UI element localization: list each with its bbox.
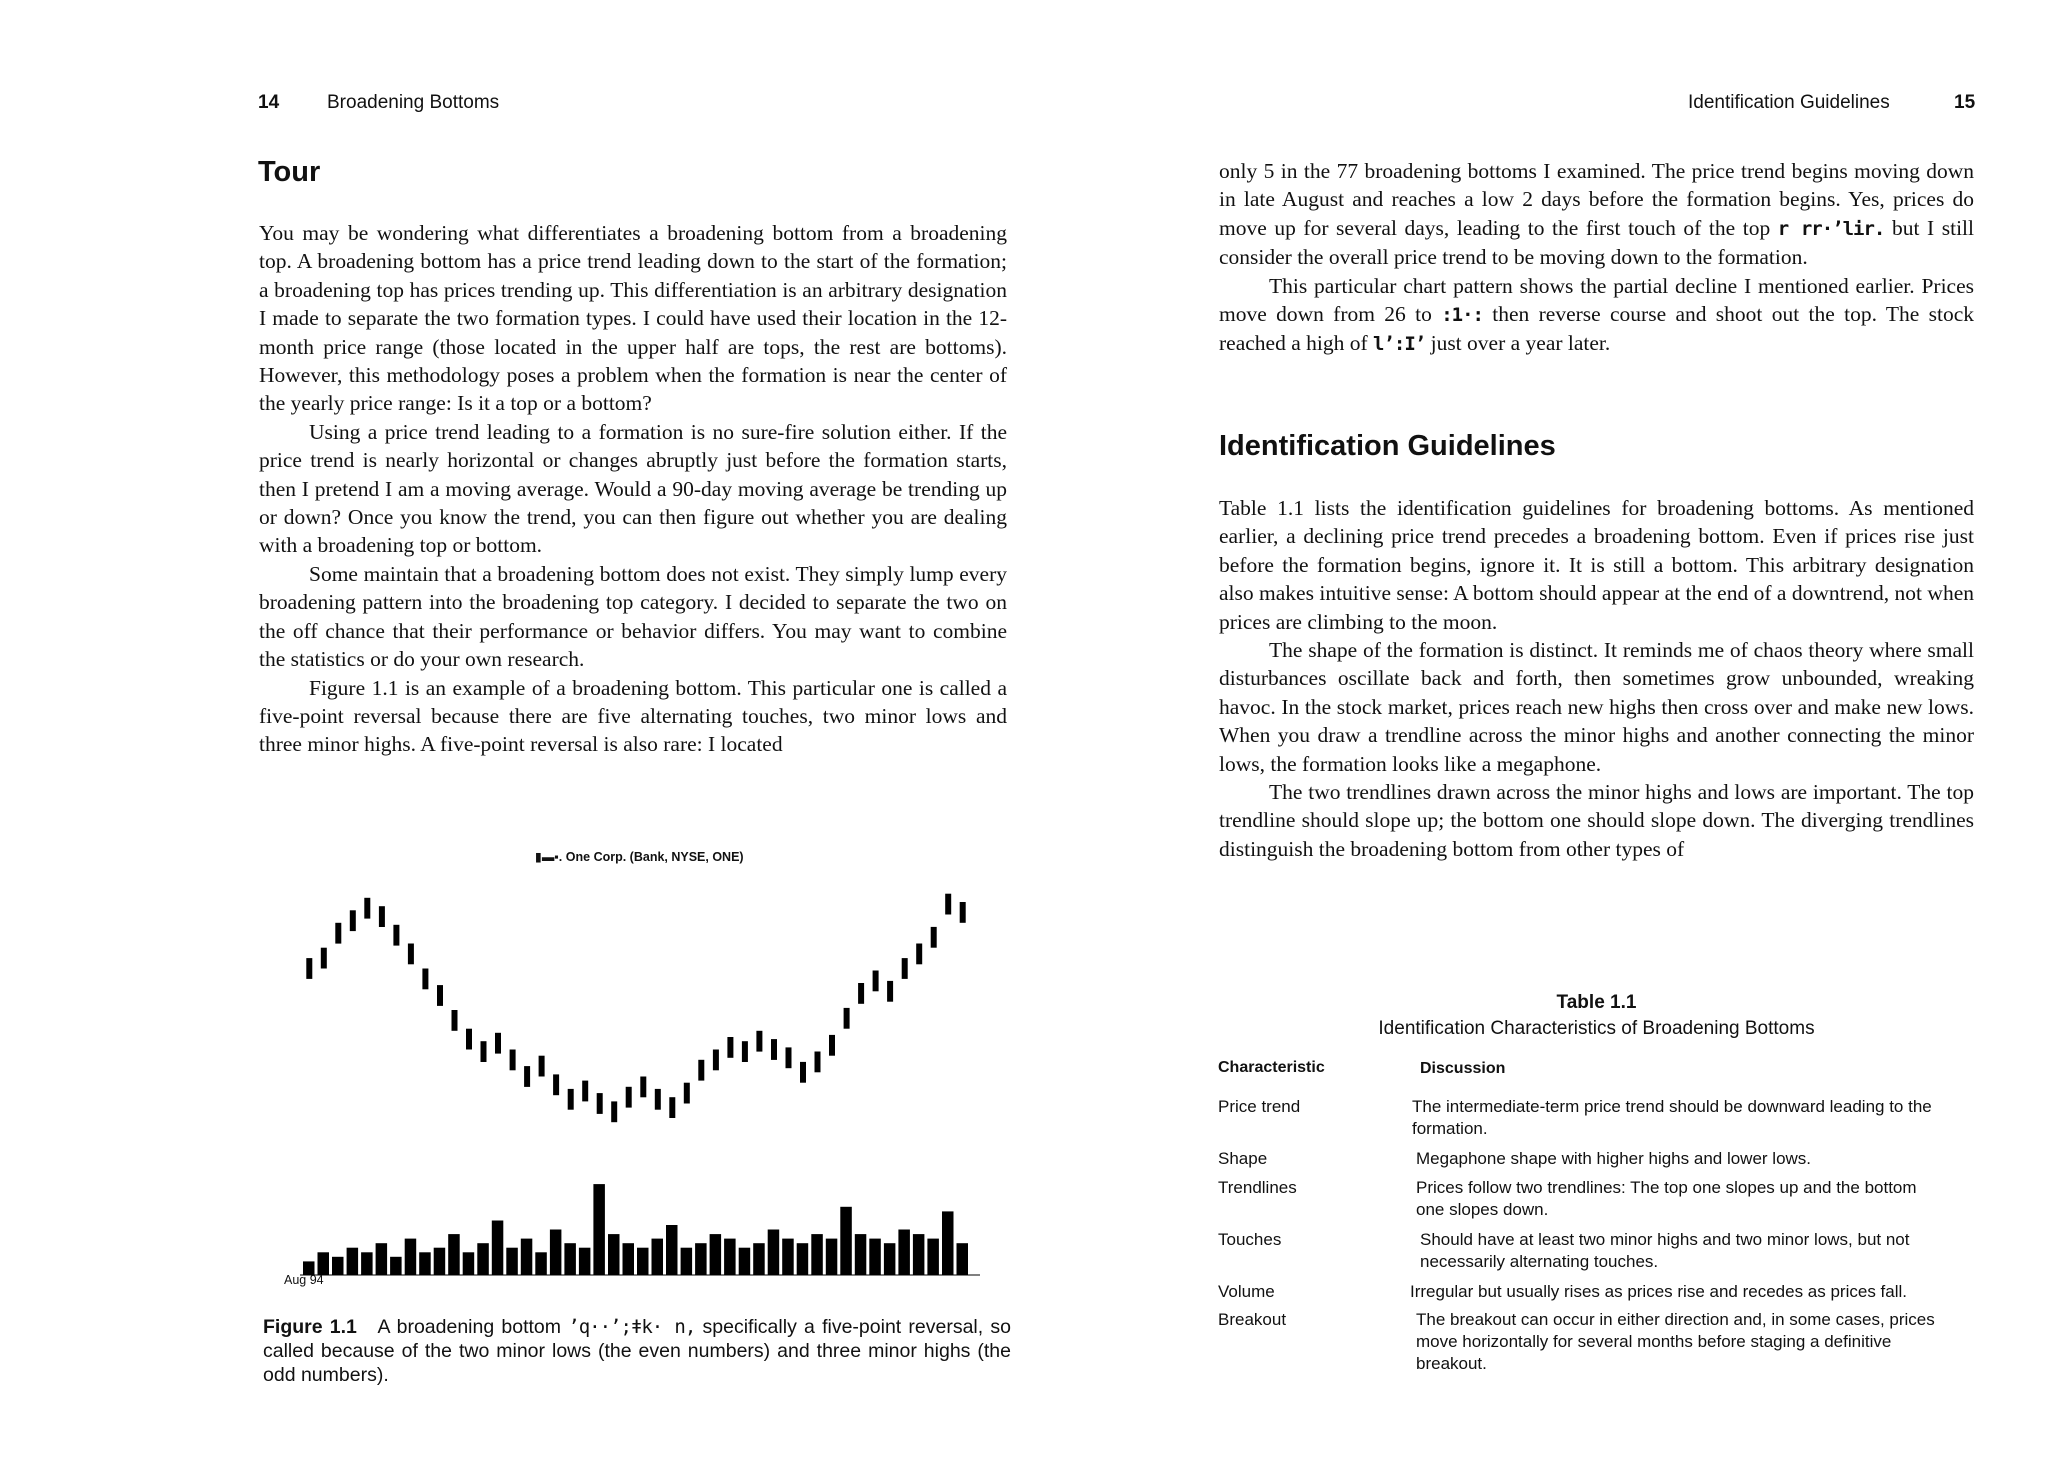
- volume-bar: [768, 1230, 780, 1276]
- volume-bar: [811, 1234, 823, 1275]
- volume-bar: [390, 1257, 402, 1275]
- table-col2-header: Discussion: [1420, 1060, 1506, 1077]
- price-bar: [437, 985, 443, 1006]
- table-cell-discussion: The intermediate-term price trend should be downward leading to the formation.: [1412, 1097, 1932, 1138]
- volume-bar: [347, 1248, 359, 1275]
- table-title: Identification Characteristics of Broadening Bottoms: [1378, 1018, 1815, 1039]
- volume-bar: [869, 1239, 881, 1275]
- volume-bar: [376, 1243, 388, 1275]
- chart-title-garbled: ▮▬▪.: [535, 850, 563, 864]
- table-cell-characteristic: Touches: [1218, 1230, 1282, 1249]
- price-volume-chart: [280, 845, 980, 1315]
- paragraph: Figure 1.1 is an example of a broadening bottom. This particular one is called a five-point reversal because there are five alternating touches, two minor lows and three minor highs. A five-point reversal is also rare: I located: [259, 675, 1007, 757]
- right-running-title: Identification Guidelines: [1688, 92, 1890, 113]
- volume-bar: [855, 1234, 867, 1275]
- table-cell-characteristic: Volume: [1218, 1282, 1275, 1301]
- paragraph: You may be wondering what differentiates a broadening bottom from a broadening top. A broadening bottom has a price trend leading down to the start of the formation; a broadening top has prices trending up. This differentiation is an arbitrary designation I made to separate the two formation types. I could have used their location in the 12-month price range (those located in the upper half are tops, the rest are bottoms). However, this methodology poses a problem when the formation is near the center of the yearly price range: Is it a top or a bottom?: [259, 221, 1007, 416]
- volume-bar: [637, 1248, 649, 1275]
- price-bar: [902, 958, 908, 979]
- price-bar: [321, 948, 327, 969]
- price-bar: [931, 927, 937, 948]
- price-bar: [611, 1101, 617, 1122]
- price-bar: [452, 1010, 458, 1031]
- figure-1-1: [280, 845, 980, 1315]
- table-cell-characteristic: Breakout: [1218, 1310, 1287, 1329]
- price-bar: [364, 898, 370, 919]
- price-bar: [510, 1050, 516, 1071]
- table-cell-discussion: Prices follow two trendlines: The top one slopes up and the bottom one slopes down.: [1416, 1178, 1917, 1219]
- price-bar: [945, 894, 951, 915]
- caption-text-2: specifically a five-point reversal, so called because of the two minor lows (the even numbers) and three minor highs (the odd numbers).: [263, 1316, 1011, 1386]
- text-run: then reverse course and shoot out the top. The stock reached a high of: [1219, 302, 1975, 356]
- chart-title-text: One Corp. (Bank, NYSE, ONE): [565, 850, 744, 864]
- price-bar: [960, 902, 966, 923]
- price-bar: [815, 1052, 821, 1073]
- paragraph: [1219, 272, 1974, 359]
- right-page-number: 15: [1954, 92, 1976, 113]
- price-bar: [786, 1047, 792, 1068]
- text-run: only 5 in the 77 broadening bottoms I examined. The price trend begins moving down in late August and reaches a low 2 days before the formation begins. Yes, prices do move up for several days, leading to the first touch of the top: [1219, 159, 1974, 240]
- volume-bar: [477, 1243, 489, 1275]
- volume-bar: [332, 1257, 344, 1275]
- volume-bar: [318, 1252, 330, 1275]
- table-cell-characteristic: Price trend: [1218, 1097, 1301, 1116]
- volume-bar: [448, 1234, 460, 1275]
- volume-series: [303, 1184, 968, 1275]
- volume-bar: [579, 1248, 591, 1275]
- paragraph: Some maintain that a broadening bottom does not exist. They simply lump every broadening pattern into the broadening top category. I decided to separate the two on the off chance that their performance or behavior differs. You may want to combine the statistics or do your own research.: [259, 561, 1007, 672]
- price-bar: [800, 1062, 806, 1083]
- text-run: This particular chart pattern shows the partial decline I mentioned earlier. Prices move down from 26 to: [1219, 273, 1974, 327]
- volume-bar: [695, 1243, 707, 1275]
- price-bar: [698, 1060, 704, 1081]
- price-bar: [495, 1033, 501, 1054]
- volume-bar: [608, 1234, 620, 1275]
- volume-bar: [681, 1248, 693, 1275]
- caption-text-1: A broadening bottom: [377, 1316, 562, 1338]
- table-cell-discussion: Megaphone shape with higher highs and lower lows.: [1416, 1149, 1812, 1168]
- garbled-glyph: :1·:: [1441, 304, 1483, 327]
- volume-bar: [521, 1239, 533, 1275]
- volume-bar: [782, 1239, 794, 1275]
- volume-bar: [506, 1248, 518, 1275]
- price-bar: [350, 910, 356, 931]
- price-bar: [422, 969, 428, 990]
- volume-bar: [623, 1243, 635, 1275]
- caption-label: Figure 1.1: [263, 1316, 357, 1338]
- price-bar: [626, 1087, 632, 1108]
- price-bar: [524, 1066, 530, 1087]
- x-start-label: Aug 94: [284, 1273, 324, 1287]
- table-label: Table 1.1: [1556, 992, 1637, 1013]
- price-bar: [756, 1031, 762, 1052]
- left-body: [259, 219, 1007, 759]
- price-bar: [873, 971, 879, 992]
- price-bar: [713, 1050, 719, 1071]
- price-bar: [582, 1081, 588, 1102]
- volume-bar: [434, 1248, 446, 1275]
- volume-bar: [593, 1184, 605, 1275]
- price-bar: [306, 958, 312, 979]
- volume-bar: [884, 1243, 896, 1275]
- garbled-glyph: r rr·ʼlir.: [1777, 217, 1885, 240]
- price-bar: [335, 923, 341, 944]
- table-col1-header: Characteristic: [1218, 1059, 1325, 1076]
- price-series: [306, 894, 965, 1122]
- price-bar: [640, 1077, 646, 1098]
- table-cell-discussion: Irregular but usually rises as prices rise and recedes as prices fall.: [1410, 1282, 1907, 1301]
- left-page-number: 14: [258, 92, 280, 113]
- identification-heading: Identification Guidelines: [1219, 430, 1556, 462]
- price-bar: [669, 1097, 675, 1118]
- price-bar: [829, 1035, 835, 1056]
- volume-bar: [724, 1239, 736, 1275]
- volume-bar: [927, 1239, 939, 1275]
- price-bar: [568, 1089, 574, 1110]
- price-bar: [655, 1089, 661, 1110]
- price-bar: [727, 1037, 733, 1058]
- paragraph: Table 1.1 lists the identification guidelines for broadening bottoms. As mentioned earlier, a declining price trend precedes a broadening bottom. Even if prices rise just before the formation begins, ignore it. It is still a bottom. This arbitrary designation also makes intuitive sense: A bottom should appear at the end of a downtrend, not when prices are climbing to the moon.: [1219, 496, 1974, 634]
- volume-bar: [797, 1243, 809, 1275]
- right-top-body: [1219, 157, 1974, 359]
- table-cell-characteristic: Shape: [1218, 1149, 1268, 1168]
- volume-bar: [361, 1252, 373, 1275]
- volume-bar: [913, 1234, 925, 1275]
- price-bar: [393, 925, 399, 946]
- volume-bar: [419, 1252, 431, 1275]
- volume-bar: [898, 1230, 910, 1276]
- garbled-glyph: lʼ:Iʼ: [1373, 333, 1426, 356]
- price-bar: [858, 983, 864, 1004]
- price-bar: [916, 944, 922, 965]
- volume-bar: [840, 1207, 852, 1275]
- right-body: [1219, 494, 1974, 863]
- price-bar: [379, 906, 385, 927]
- volume-bar: [550, 1230, 562, 1276]
- price-bar: [771, 1039, 777, 1060]
- figure-caption: [263, 1315, 1011, 1387]
- volume-bar: [753, 1243, 765, 1275]
- table-cell-characteristic: Trendlines: [1218, 1178, 1297, 1197]
- price-bar: [742, 1041, 748, 1062]
- price-bar: [466, 1029, 472, 1050]
- volume-bar: [492, 1221, 504, 1276]
- text-run: just over a year later.: [1430, 331, 1611, 356]
- paragraph: Using a price trend leading to a formation is no sure-fire solution either. If the price trend is nearly horizontal or changes abruptly just before the formation starts, then I pretend I am a moving average. Would a 90-day moving average be trending up or down? Once you know the trend, you can then figure out whether you are dealing with a broadening top or bottom.: [259, 419, 1007, 558]
- tour-heading: Tour: [258, 156, 321, 188]
- price-bar: [597, 1093, 603, 1114]
- paragraph: The two trendlines drawn across the minor highs and lows are important. The top trendline should slope up; the bottom one should slope down. The diverging trendlines distinguish the broadening bottom from other types of: [1219, 780, 1974, 861]
- price-bar: [408, 944, 414, 965]
- price-bar: [553, 1074, 559, 1095]
- price-bar: [481, 1041, 487, 1062]
- price-bar: [684, 1083, 690, 1104]
- price-bar: [539, 1056, 545, 1077]
- volume-bar: [710, 1234, 722, 1275]
- paragraph: [1219, 157, 1974, 272]
- left-running-title: Broadening Bottoms: [327, 92, 500, 113]
- volume-bar: [826, 1239, 838, 1275]
- table-cell-discussion: The breakout can occur in either direction and, in some cases, prices move horizontally for several months before staging a definitive breakout.: [1416, 1310, 1935, 1373]
- volume-bar: [739, 1248, 751, 1275]
- text-run: but I still consider the overall price trend to be moving down to the formation.: [1219, 215, 1974, 270]
- volume-bar: [942, 1211, 954, 1275]
- price-bar: [844, 1008, 850, 1029]
- volume-bar: [652, 1239, 664, 1275]
- volume-bar: [666, 1225, 678, 1275]
- price-bar: [887, 981, 893, 1002]
- volume-bar: [957, 1243, 969, 1275]
- volume-bar: [405, 1239, 417, 1275]
- paragraph: The shape of the formation is distinct. It reminds me of chaos theory where small disturbances oscillate back and forth, then sometimes grow unbounded, wreaking havoc. In the stock market, prices reach new highs then cross over and make new lows. When you draw a trendline across the minor highs and another connecting the minor lows, the formation looks like a megaphone.: [1219, 638, 1974, 776]
- volume-bar: [535, 1252, 547, 1275]
- volume-bar: [564, 1243, 576, 1275]
- table-cell-discussion: Should have at least two minor highs and two minor lows, but not necessarily alternating touches.: [1420, 1230, 1910, 1271]
- volume-bar: [463, 1252, 475, 1275]
- caption-garbled: ʼq··ʼ;ǂk· n,: [568, 1316, 696, 1338]
